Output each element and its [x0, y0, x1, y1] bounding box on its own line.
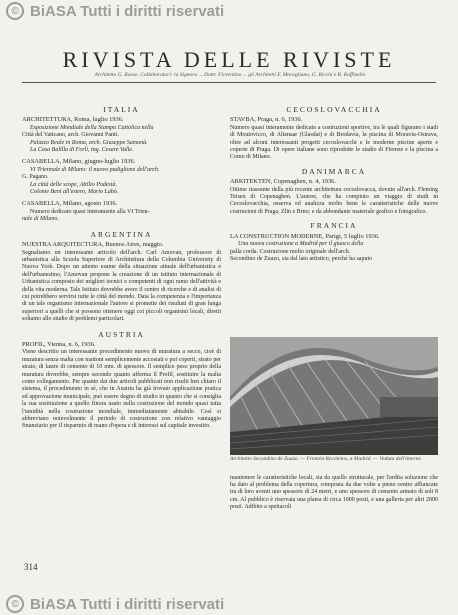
- page-number: 314: [24, 562, 38, 572]
- entry-paragraph: Segnaliamo un interessante articolo dell'arch. Carl Amovan, professore di urbanistica alla Scuola Superiore di Architettura della Columbia University di Nuova York. Dopo un attento esame della situazione attuale dell'urbanistica e dell'urbanesimo, l'Amovan propone la creazione di un istituto internazionale di Urbanistica composto dei migliori tecnici e competenti di ogni ramo dell'attività e della vita moderna. Tale Istituto dovrebbe avere il centro di ricerche e di analisi di cui potrebbero servirsi tutte le città del mondo. Data la competenza e l'importanza di un tale organismo internazionale l'autore si promette dei risultati di gran lunga superiori a quelli che si possono ottenere oggi coi piccoli organismi locali, diretti soltanto allo studio di problemi particolari.: [22, 249, 221, 323]
- entry-line: Una nuova costruzione a Madrid per il giuoco della: [238, 241, 364, 248]
- section-heading-austria: AUSTRIA: [98, 329, 145, 339]
- entry-line: Numero dedicato quasi interamente alla VI Trien-: [30, 208, 150, 215]
- masthead-credits: Architetto G. Rosso. Collaboratori: la Signora ... Dottr. Fiorentino ... gli Architetti F. Maragliano, G. Ricchi e R. Ruffinello: [94, 72, 366, 78]
- watermark-top: [0, 0, 458, 22]
- entry-head: CASABELLA, Milano, giugno-luglio 1936.: [22, 158, 136, 166]
- section-heading-cecoslovacchia: CECOSLOVACCHIA: [286, 105, 382, 114]
- entry-paragraph: Numero quasi interamente dedicato a costruzioni sportive, tra le quali figurano i stadi di Moutovicco, di Altenaar (Glasdat) e di Brodavia, la piscina di Moravia-Ostrava, oltre ad alcuni interessanti progetti cecoslovacchi e le moderne piscine aperte e coperte di Praga. Di opere italiane sono riprodotte le stadio di Firenze e la piscina a Como di Milano.: [230, 124, 438, 161]
- copyright-icon: ©: [6, 595, 24, 613]
- watermark-bottom: [0, 593, 458, 615]
- magazine-title: RIVISTA DELLE RIVISTE: [62, 47, 396, 72]
- vaulted-hall-image: [230, 337, 438, 455]
- entry-head: ARCHITETTURA, Roma, luglio 1936.: [22, 116, 124, 124]
- watermark-text: BiASA Tutti i diritti riservati: [30, 595, 225, 613]
- right-column: [230, 106, 438, 263]
- entry-head: CASABELLA, Milano, agosto 1936.: [22, 200, 118, 208]
- entry-head: PROFIL, Vienna, n. 6, 1936.: [22, 340, 96, 348]
- entry-line: La Casa Balilla di Forlì, ing. Cesare Valle.: [30, 147, 134, 154]
- entry-line: La città delle scope, Attilio Podestà.: [30, 181, 118, 188]
- photo-caption: Architetto Secondino de Zuazo. — Frontón Recoletos, a Madrid. — Veduta dell'interno: [230, 456, 422, 462]
- right-column-continuation: mantenere le caratteristiche locali, sia da quello strutturale, per l'ardita soluzione che ha dato al problema della copertura, composta da due volte a pieno centro affiancate tra di loro aventi uno spessore di 24 metri, e uno spessore di cemento armato di soli 8 cm. Al pubblico è riservata una platea di circa 1000 posti, e una galleria per altri 2000 posti. Adibito a spettacoli: [230, 475, 438, 510]
- entry-line: Palazzo Reale in Roma, arch. Giuseppe Samonà.: [30, 139, 148, 146]
- entry-paragraph: Viene descritto un interessante procedimento nuovo di muratura a secco, cioè di muratura senza malta con mattoni semplicemente accostati e poi coperti, strato per strato, di lastre di cemento di 10 mm. di spessore. Il semplice peso proprio della muratura dovrebbe, sempre secondo quanto afferma il Profil, sostituire la malta come collegamento. Per quanto dai due articoli pubblicati non risulti ben chiaro il sistema, il procedimento in sè, che in Austria ha già trovato applicazione pratica ed approvazione municipale, può essere degno di studio in quanto che si consiglia la sua sostituzione a quello finora usato nella costruzione del mondo quasi tutta l'umidità nella costruzione mondiale, immediatamente abitabile. Così si abbreviano notevolmente il periodo di costruzione con relativo vantaggio finanziario per il risparmio di mano d'opera e di interessi sul capitale investito.: [22, 349, 221, 430]
- entry-line: nale di Milano.: [22, 216, 59, 223]
- copyright-icon: ©: [6, 2, 24, 20]
- entry-head: NUESTRA ARQUITECTURA, Buenos Aires, maggio.: [22, 241, 164, 249]
- entry-line: Città del Vaticano, arch. Giovanni Panti.: [22, 132, 119, 139]
- entry-line: Secondino de Zuazo, sia dal lato artistico, perchè ha saputo: [230, 255, 373, 262]
- entry-line: G. Pagano.: [22, 174, 49, 181]
- section-heading-italia: ITALIA: [103, 105, 140, 114]
- header-rule: [22, 82, 436, 83]
- section-heading-francia: FRANCIA: [310, 221, 358, 231]
- section-heading-danimarca: DANIMARCA: [301, 166, 367, 176]
- entry-line: VI Triennale di Milano: il nuovo padiglione dell'arch.: [30, 166, 160, 173]
- entry-paragraph: Ottime riassunte della più recente architettura cecoslovacca, dovuto all'arch. Fleming Teisen di Copenaghen. L'autore, che ha compiuto un viaggio di studi in Cecoslovacchia, osserva ed analizza molto bene le caratteristiche delle nuove costruzioni di Praga, Zlin e Brno; e da abbondante materiale grafico e fotografico.: [230, 186, 438, 215]
- entry-head: STAVBA, Praga, n. 6, 1936.: [230, 116, 303, 124]
- entry-line: Colonie Beni all'estero, Mario Labò.: [30, 189, 119, 196]
- watermark-text: BiASA Tutti i diritti riservati: [30, 2, 225, 20]
- entry-head: LA CONSTRUCTION MODERNE, Parigi, 5 luglio 1936.: [230, 232, 380, 240]
- left-column: [22, 106, 221, 431]
- entry-line: palla corda. Costruzione molto originale dell'arch.: [230, 248, 351, 255]
- fronton-interior-photo: [230, 337, 438, 455]
- entry-line: Esposizione Mondiale della Stampa Cattolica nella: [30, 124, 154, 131]
- entry-head: ARKITEKTEN, Copenaghen, n. 4, 1936.: [230, 178, 336, 186]
- section-heading-argentina: ARGENTINA: [90, 229, 153, 239]
